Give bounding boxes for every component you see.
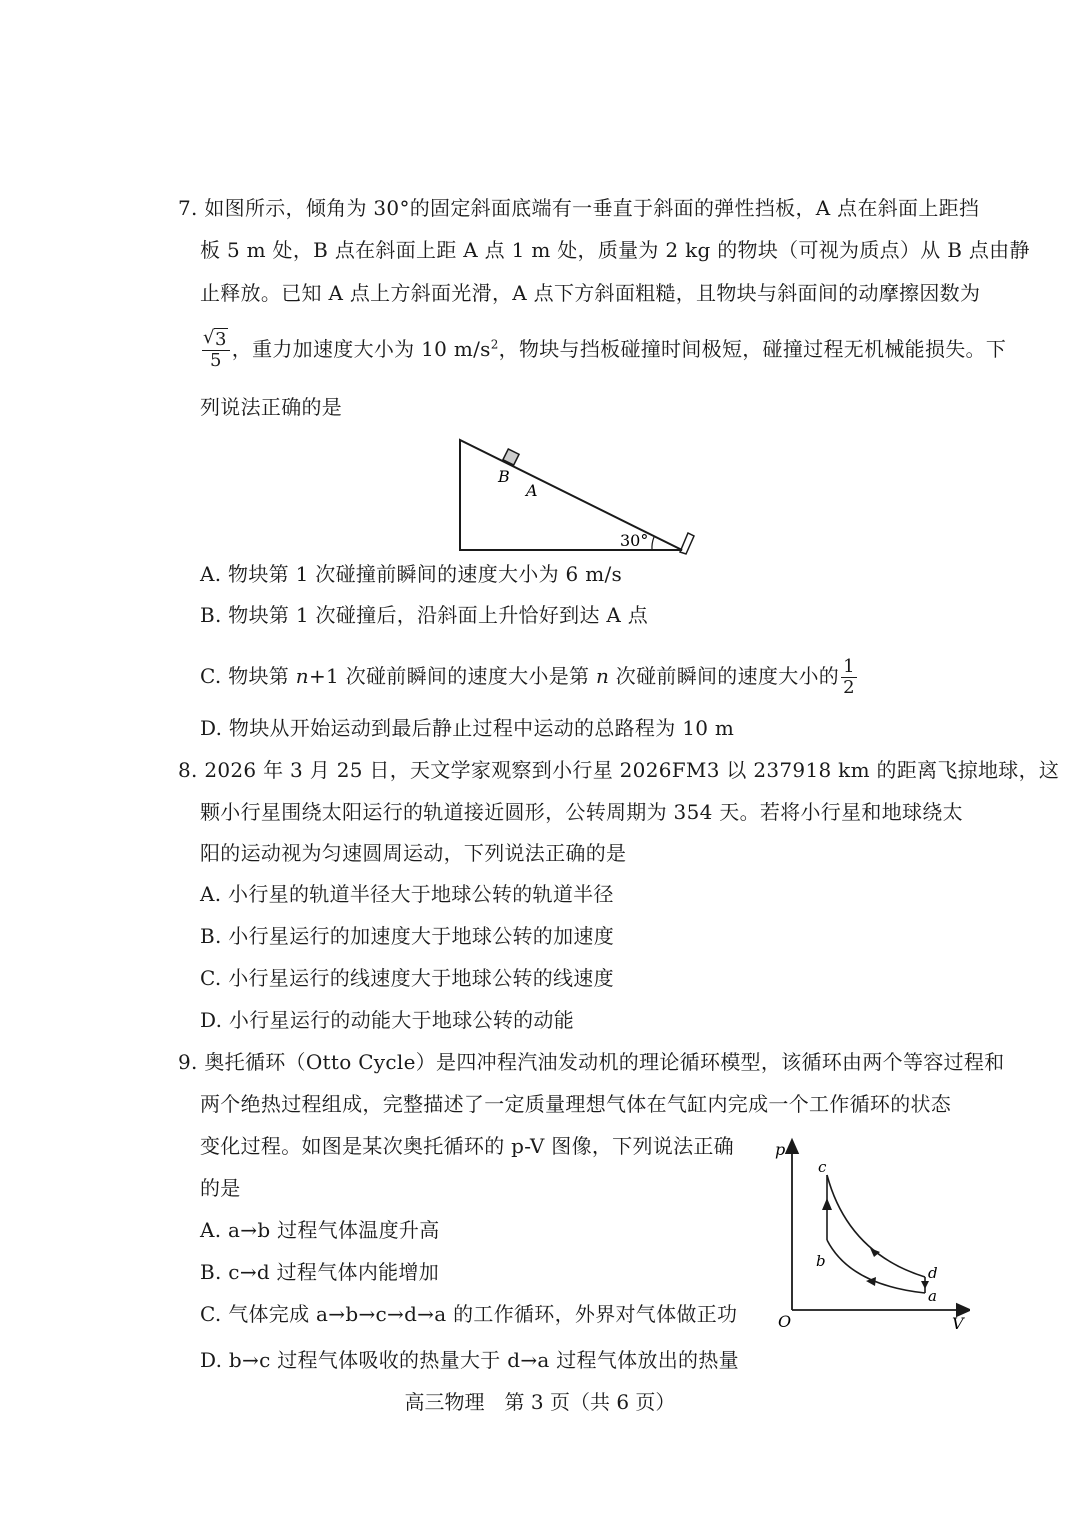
page-footer: 高三物理 第 3 页（共 6 页） xyxy=(404,1390,676,1414)
q7-line-3: 止释放。已知 A 点上方斜面光滑，A 点下方斜面粗糙，且物块与斜面间的动摩擦因数为 xyxy=(200,281,981,305)
arrow-c-d-icon xyxy=(870,1248,880,1257)
q7-line-5: 列说法正确的是 xyxy=(200,395,343,419)
angle-label: 30° xyxy=(620,531,649,550)
q9-option-b: B. c→d 过程气体内能增加 xyxy=(200,1260,440,1284)
q7-line-4 xyxy=(200,330,1006,371)
opt-c-var-n2: n xyxy=(595,664,610,688)
q7-option-d: D. 物块从开始运动到最后静止过程中运动的总路程为 10 m xyxy=(200,716,735,740)
q8-line-1: 8. 2026 年 3 月 25 日，天文学家观察到小行星 2026FM3 以 237918 km 的距离飞掠地球，这 xyxy=(178,758,1060,782)
graph-origin-label: O xyxy=(778,1312,792,1331)
opt-c-text-c: 次碰前瞬间的速度大小的 xyxy=(609,664,840,688)
q8-option-b: B. 小行星运行的加速度大于地球公转的加速度 xyxy=(200,924,615,948)
point-c-label: c xyxy=(818,1158,827,1176)
point-a-label: a xyxy=(928,1287,937,1305)
incline-triangle xyxy=(460,440,682,550)
point-b-label: b xyxy=(816,1252,826,1270)
q8-option-d: D. 小行星运行的动能大于地球公转的动能 xyxy=(200,1008,575,1032)
opt-c-text-a: C. 物块第 xyxy=(200,664,296,688)
half-numerator: 1 xyxy=(843,656,855,677)
fraction-denominator: 5 xyxy=(210,350,222,371)
half-fraction xyxy=(841,657,857,698)
barrier-plate xyxy=(680,533,694,554)
q9-line-4: 的是 xyxy=(200,1176,241,1200)
opt-c-var-n1: n xyxy=(295,664,309,688)
point-d-label: d xyxy=(928,1264,938,1282)
process-c-d xyxy=(827,1175,925,1277)
incline-figure xyxy=(440,430,710,560)
q7-option-c xyxy=(200,657,859,698)
arrow-b-c-icon xyxy=(822,1198,832,1210)
angle-arc xyxy=(652,537,654,550)
half-denominator: 2 xyxy=(843,677,855,698)
q7-line-4-sup: 2 xyxy=(490,337,499,352)
pv-graph xyxy=(770,1135,970,1335)
process-a-b xyxy=(827,1240,925,1293)
q7-option-b: B. 物块第 1 次碰撞后，沿斜面上升恰好到达 A 点 xyxy=(200,603,649,627)
q7-line-1: 7. 如图所示，倾角为 30°的固定斜面底端有一垂直于斜面的弹性挡板，A 点在斜面上距挡 xyxy=(178,196,980,220)
q8-line-3: 阳的运动视为匀速圆周运动，下列说法正确的是 xyxy=(200,841,627,865)
q9-option-a: A. a→b 过程气体温度升高 xyxy=(200,1218,440,1242)
q7-line-2: 板 5 m 处，B 点在斜面上距 A 点 1 m 处，质量为 2 kg 的物块（可视为质点）从 B 点由静 xyxy=(200,238,1030,262)
q8-option-a: A. 小行星的轨道半径大于地球公转的轨道半径 xyxy=(200,882,614,906)
opt-c-text-b: +1 次碰前瞬间的速度大小是第 xyxy=(308,664,596,688)
q9-option-d: D. b→c 过程气体吸收的热量大于 d→a 过程气体放出的热量 xyxy=(200,1348,739,1372)
q7-line-4-text-a: ，重力加速度大小为 10 m/s xyxy=(231,337,491,361)
q7-line-4-text-b: ，物块与挡板碰撞时间极短，碰撞过程无机械能损失。下 xyxy=(498,337,1007,361)
q7-option-a: A. 物块第 1 次碰撞前瞬间的速度大小为 6 m/s xyxy=(200,562,623,586)
point-a-label: A xyxy=(526,481,538,500)
q8-option-c: C. 小行星运行的线速度大于地球公转的线速度 xyxy=(200,966,614,990)
q9-line-2: 两个绝热过程组成，完整描述了一定质量理想气体在气缸内完成一个工作循环的状态 xyxy=(200,1092,952,1116)
q8-line-2: 颗小行星围绕太阳运行的轨道接近圆形，公转周期为 354 天。若将小行星和地球绕太 xyxy=(200,800,963,824)
graph-v-label: V xyxy=(952,1314,964,1333)
q9-line-1: 9. 奥托循环（Otto Cycle）是四冲程汽油发动机的理论循环模型，该循环由两个等容过程和 xyxy=(178,1050,1005,1074)
q9-option-c: C. 气体完成 a→b→c→d→a 的工作循环，外界对气体做正功 xyxy=(200,1302,738,1326)
point-b-label: B xyxy=(498,467,510,486)
graph-p-label: p xyxy=(775,1140,786,1159)
friction-fraction xyxy=(202,330,230,371)
q9-line-3: 变化过程。如图是某次奥托循环的 p-V 图像，下列说法正确 xyxy=(200,1134,734,1158)
fraction-numerator: 3 xyxy=(215,329,227,350)
